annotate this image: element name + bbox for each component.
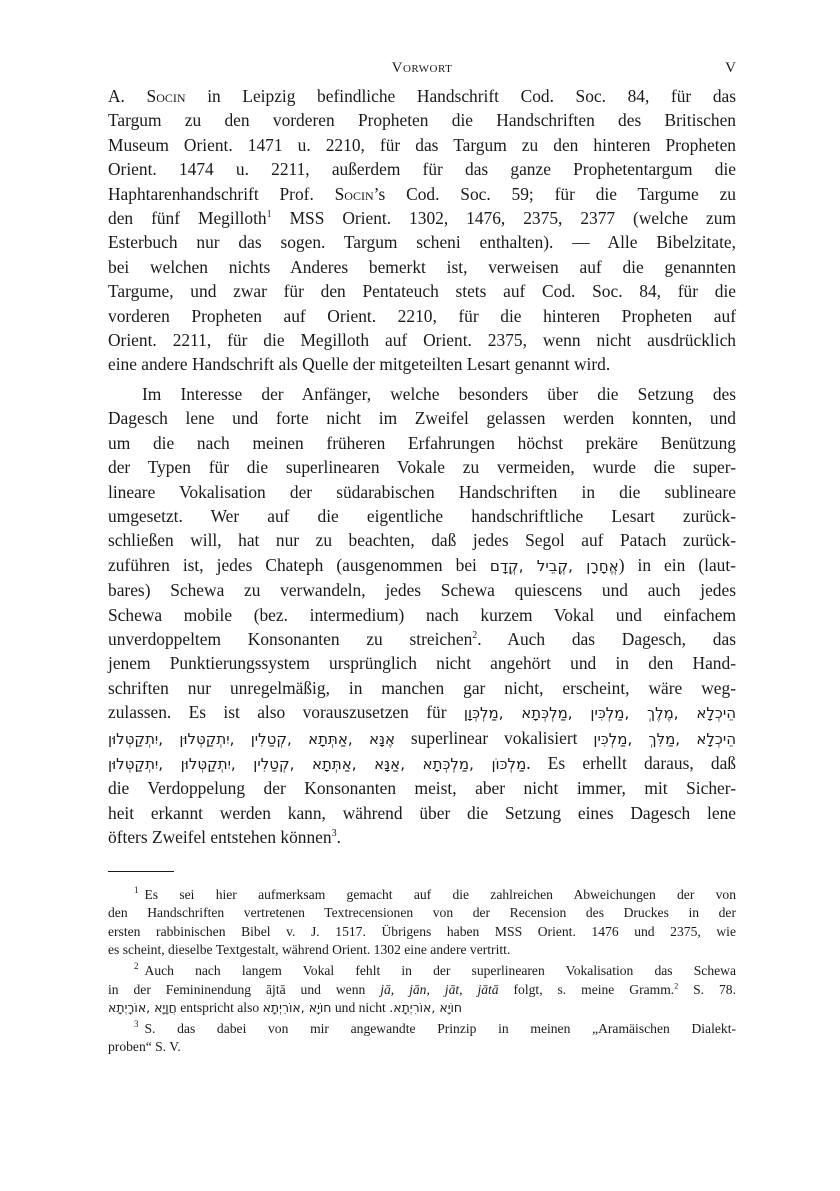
text-line (108, 962, 736, 981)
page (108, 56, 736, 1057)
text-line (108, 981, 736, 1000)
text-run: öfters Zweifel entstehen können (108, 827, 332, 848)
text-line: schließen will, hat nur zu beachten, daß jedes Segol auf Patach zurück- (108, 530, 736, 551)
text-line: bares) Schewa zu verwandeln, jedes Schewa quiescens und auch jedes (108, 580, 736, 601)
italic-text: jā, jān, jāt, jātā (380, 981, 499, 997)
edition-superscript: 2 (674, 981, 679, 991)
text-run: MSS Orient. 1302, 1476, 2375, 2377 (welche zum (289, 208, 736, 229)
text-run: den fünf Megilloth (108, 208, 267, 229)
text-run: superlinear vokalisiert (410, 727, 578, 748)
text-run: Es sei hier aufmerksam gemacht auf die zahlreichen Abweichungen der von (144, 886, 736, 902)
text-run: entspricht also (180, 1000, 260, 1016)
footnote-ref[interactable]: 1 (266, 209, 272, 221)
text-line: um die nach meinen früheren Erfahrungen höchst prekäre Benützung (108, 432, 736, 453)
text-line: den Handschriften vertretenen Textrecensionen von der Recension des Druckes in der (108, 905, 736, 921)
text-run: folgt, s. meine Gramm. (513, 981, 675, 997)
hebrew-text: חוֹיָא ,אוֹרִיְתָא (262, 1000, 332, 1016)
footnote-divider (108, 871, 174, 872)
text-line (108, 700, 736, 725)
text-line: die Verdoppelung der Konsonanten meist, aber nicht immer, mit Sicher- (108, 778, 736, 799)
text-line (108, 84, 736, 108)
text-run: in Leipzig befindliche Handschrift Cod. Soc. 84, für das (207, 86, 736, 106)
text-run: und nicht (334, 1000, 386, 1016)
text-line: lineare Vokalisation der südarabischen Handschriften in die sublineare (108, 481, 736, 502)
text-line (108, 182, 736, 206)
footnote-1 (108, 886, 736, 960)
text-line: Museum Orient. 1471 u. 2210, für das Targum zu den hinteren Propheten (108, 134, 736, 155)
text-line: Targum zu den vorderen Propheten die Handschriften des Britischen (108, 110, 736, 131)
text-line: ersten rabbinischen Bibel v. J. 1517. Übrigens haben MSS Orient. 1476 und 2375, wie (108, 923, 736, 939)
hebrew-text: חֲוָיָא ,אוֹרָיְתָא (108, 1000, 177, 1016)
text-line (108, 726, 736, 751)
text-line: Esterbuch nur das sogen. Targum scheni enthalten). — Alle Bibelzitate, (108, 232, 736, 253)
text-run: Auch nach langem Vokal fehlt in der superlinearen Vokalisation das Schewa (144, 962, 736, 978)
text-line: vorderen Propheten auf Orient. 2210, für die hinteren Propheten auf (108, 305, 736, 326)
text-run: . Es erhellt daraus, daß (526, 752, 736, 773)
running-title: Vorwort (391, 60, 453, 76)
text-run: unverdoppeltem Konsonanten zu streichen (108, 628, 473, 649)
hebrew-text: הֵיכְלָא ,מַלִּךְ ,מַלְכִּין (593, 729, 736, 748)
text-line: Schewa mobile (bez. intermedium) nach kurzem Vokal und einfachem (108, 604, 736, 625)
text-line: Dagesch lene und forte nicht im Zweifel gelassen werden konnten, und (108, 408, 736, 429)
text-line: Targume, und zwar für den Pentateuch stets auf Cod. Soc. 84, für die (108, 281, 736, 302)
text-line: der Typen für die superlinearen Vokale zu vermeiden, wurde die super- (108, 457, 736, 478)
text-line (108, 553, 736, 578)
text-line (108, 382, 736, 406)
hebrew-text: אֱחָרָן ,קֱבֵיל ,קֱדָם (489, 556, 619, 575)
hebrew-text: אֶנָּא ,אַתְּתָא ,קְטַלִין ,יִתְקַטְּלוּן ,יִתְקַטְּלוּן (108, 729, 396, 748)
text-line: eine andere Handschrift als Quelle der mitgeteilten Lesart genannt wird. (108, 354, 611, 375)
text-line (108, 825, 736, 849)
text-run: zuführen ist, jedes Chateph (ausgenommen bei (108, 554, 477, 575)
text-line (108, 627, 736, 651)
footnote-mark: 2 (134, 961, 139, 972)
hebrew-text: מַלְכּוֹן ,מַלְכְּתָא ,אַנָּא ,אַתְּתָא ,קְטַלִין ,יִתְקַטְּלוּן ,יִתְקַטְּלוּן (108, 754, 527, 773)
text-run: Im Interesse der Anfänger, welche besonders über die Setzung des (142, 383, 736, 404)
text-run: zulassen. Es ist also vorauszusetzen für (108, 702, 447, 723)
text-line: heit erkannt werden kann, während über die Setzung eines Dagesch lene (108, 802, 736, 823)
footnote-ref[interactable]: 3 (331, 828, 337, 840)
hebrew-text: הֵיכְלָא ,מֶלֶךְ ,מַלְכִּין ,מַלְכְּתָא ,מַלְכְּוָן (463, 704, 736, 723)
text-run: ’s Cod. Soc. 59; für die Targume zu (373, 183, 736, 204)
text-line (108, 886, 736, 905)
text-line (108, 999, 736, 1018)
footnote-mark: 3 (134, 1019, 139, 1030)
author-name: Socin (334, 183, 374, 204)
text-line (108, 751, 736, 776)
page-number: V (725, 60, 736, 76)
footnote-mark: 1 (134, 885, 139, 896)
text-line: bei welchen nichts Anderes bemerkt ist, verweisen auf die genannten (108, 256, 736, 277)
footnote-2 (108, 962, 736, 1018)
paragraph-1 (108, 84, 736, 377)
text-line: es scheint, dieselbe Textgestalt, während Orient. 1302 eine andere vertritt. (108, 942, 511, 958)
footnote-3 (108, 1020, 736, 1057)
text-run: in der Femininendung ājtā und wenn (108, 981, 366, 997)
text-line: proben“ S. V. (108, 1039, 181, 1055)
text-run: . (336, 827, 341, 848)
text-run: S. 78. (693, 981, 736, 997)
text-line (108, 1020, 736, 1039)
text-run: ) in ein (laut- (618, 554, 736, 575)
paragraph-2 (108, 382, 736, 850)
text-line: Orient. 2211, für die Megilloth auf Orient. 2375, wenn nicht ausdrücklich (108, 330, 736, 351)
text-run: . Auch das Dagesch, das (477, 628, 736, 649)
text-line (108, 206, 736, 230)
text-line: jenem Punktierungssystem ursprünglich nicht angehört und in den Hand- (108, 653, 736, 674)
running-head (108, 56, 736, 84)
text-line: umgesetzt. Wer auf die eigentliche handschriftliche Lesart zurück- (108, 505, 736, 526)
text-line: Orient. 1474 u. 2211, außerdem für das ganze Prophetentargum die (108, 159, 736, 180)
text-line: schriften nur unregelmäßig, in manchen gar nicht, erscheint, wäre weg- (108, 677, 736, 698)
hebrew-text: חוֹיָא ,אוֹרִיְתָא. (389, 1000, 463, 1016)
text-run: Haphtarenhandschrift Prof. (108, 183, 314, 204)
footnote-ref[interactable]: 2 (472, 630, 478, 642)
text-run: S. das dabei von mir angewandte Prinzip in meinen „Aramäischen Dialekt- (144, 1020, 736, 1036)
author-name: Socin (146, 86, 186, 106)
text-run: A. (108, 86, 125, 106)
